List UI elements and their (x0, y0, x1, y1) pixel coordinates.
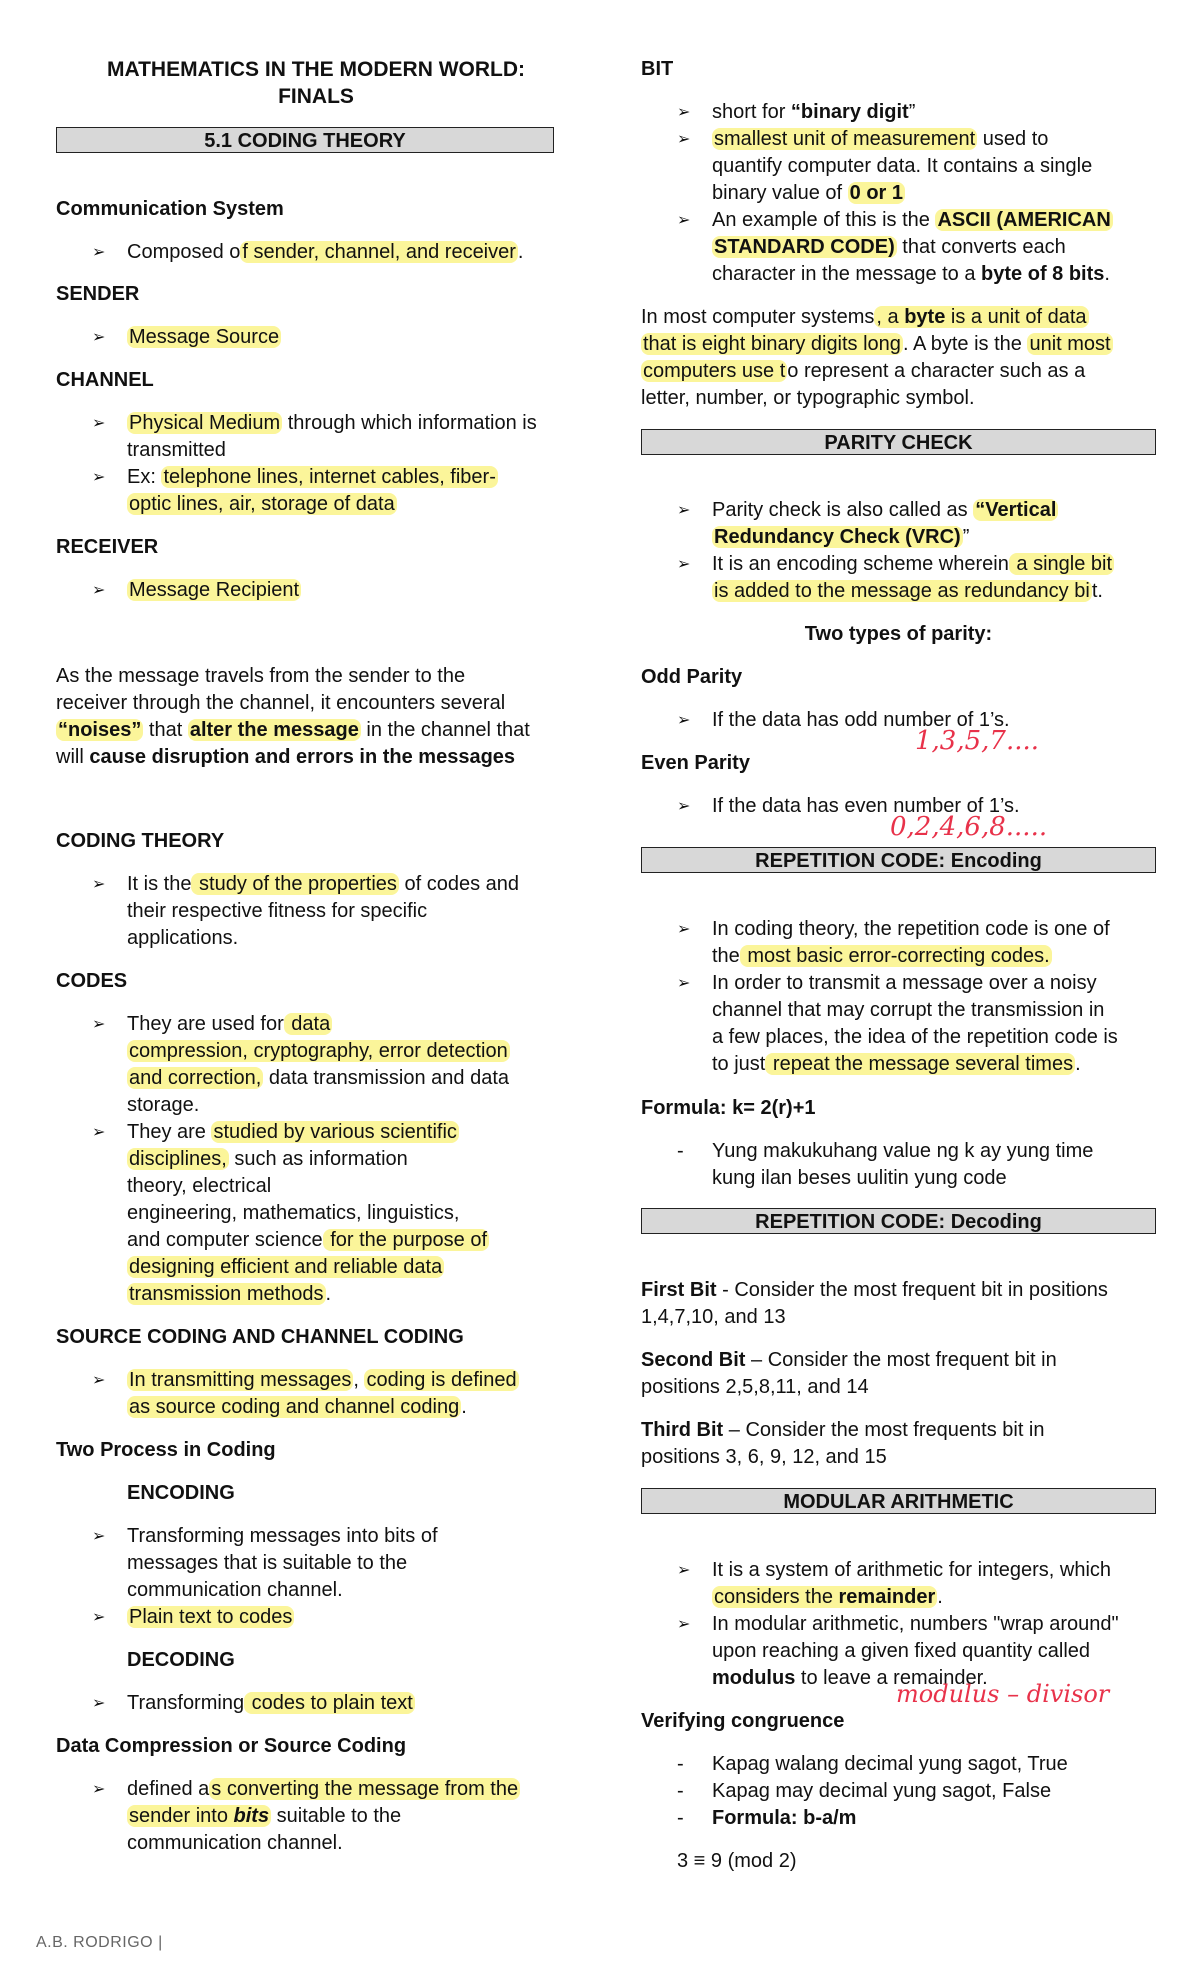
section-header-coding-theory: 5.1 CODING THEORY (56, 127, 554, 153)
scc-bullet-1-line-2: as source coding and channel coding . (129, 1396, 467, 1418)
enc-bullet-1-line-3: communication channel. (127, 1579, 343, 1601)
heading-communication-system: Communication System (56, 198, 284, 220)
mod-bullet-2-line-2: upon reaching a given fixed quantity called (712, 1640, 1091, 1662)
heading-codes: CODES (56, 970, 128, 992)
bullet-icon: ➢ (92, 244, 106, 261)
highlight: f sender, channel, and receiver (242, 241, 516, 263)
highlight: that is eight binary digits long (643, 333, 901, 355)
highlight: smallest unit of measurement (714, 128, 976, 150)
bullet-icon: ➢ (677, 921, 691, 938)
bit-bullet-2: smallest unit of measurement used to (714, 128, 1049, 150)
bullet-icon: ➢ (92, 582, 106, 599)
bullet-icon: ➢ (677, 556, 691, 573)
bullet-icon: ➢ (92, 1372, 106, 1389)
highlight: studied by various scientific (213, 1121, 457, 1143)
codes-bullet-2-line-2: disciplines, such as information (129, 1148, 408, 1170)
rep-dash-line-1: Yung makukuhang value ng k ay yung time (712, 1140, 1094, 1162)
highlight: considers the remainder (714, 1586, 936, 1608)
highlight: is added to the message as redundancy bi (714, 580, 1090, 602)
highlight: telephone lines, internet cables, fiber- (163, 466, 496, 488)
highlight: unit most (1029, 333, 1111, 355)
odd-parity-bullet: If the data has odd number of 1’s. (712, 709, 1010, 731)
ct-bullet-1-line-2: their respective fitness for specific (127, 900, 428, 922)
bullet-icon: ➢ (92, 1695, 106, 1712)
highlight: for the purpose of (324, 1229, 487, 1251)
highlight: coding is defined (366, 1369, 517, 1391)
heading-odd-parity: Odd Parity (641, 666, 743, 688)
parity-bullet-1: Parity check is also called as “Vertical (712, 499, 1057, 521)
rep-bullet-2-line-2: channel that may corrupt the transmission in (712, 999, 1105, 1021)
vc-dash-3: Formula: b-a/m (712, 1807, 857, 1829)
highlight: compression, cryptography, error detection (129, 1040, 508, 1062)
bullet-icon: ➢ (677, 1616, 691, 1633)
dcsc-bullet-1: defined a s converting the message from the (127, 1778, 519, 1800)
dcsc-bullet-1-line-2: sender into bits suitable to the (129, 1805, 402, 1827)
bullet-icon: ➢ (92, 1124, 106, 1141)
page-subtitle (56, 83, 576, 110)
highlight: In transmitting messages (129, 1369, 352, 1391)
heading-coding-theory: CODING THEORY (56, 830, 225, 852)
rep-bullet-2-line-3: a few places, the idea of the repetition code is (712, 1026, 1118, 1048)
mod-bullet-1: It is a system of arithmetic for integers, which (712, 1559, 1112, 1581)
highlight: as source coding and channel coding (129, 1396, 460, 1418)
scc-bullet-1: In transmitting messages , coding is defined (129, 1369, 517, 1391)
parity-bullet-2-line-2: is added to the message as redundancy bi t. (714, 580, 1103, 602)
bit-bullet-3: An example of this is the ASCII (AMERICAN (712, 209, 1111, 231)
highlight: and correction, (129, 1067, 262, 1089)
highlight: designing efficient and reliable data (129, 1256, 443, 1278)
dash-icon: - (677, 1780, 684, 1802)
highlight: Plain text to codes (129, 1606, 293, 1628)
rep-bullet-2-line-4: to just repeat the message several times . (712, 1053, 1081, 1075)
rep-bullet-1: In coding theory, the repetition code is one of (712, 918, 1110, 940)
third-bit-line-2: positions 3, 6, 9, 12, and 15 (641, 1446, 887, 1468)
receiver-bullet-1 (127, 577, 301, 604)
noise-paragraph-line-3: “noises” that alter the message in the channel that (58, 719, 530, 741)
mod-bullet-1-line-2: considers the remainder . (714, 1586, 943, 1608)
ct-bullet-1: It is the study of the properties of codes and (127, 873, 520, 895)
codes-bullet-1: They are used for data (127, 1013, 331, 1035)
two-types-of-parity: Two types of parity: (804, 623, 993, 645)
bullet-icon: ➢ (92, 415, 106, 432)
dash-icon: - (677, 1807, 684, 1829)
highlight: study of the properties (193, 873, 397, 895)
channel-bullet-1-line-2: transmitted (127, 439, 226, 461)
rep-bullet-2: In order to transmit a message over a noisy (712, 972, 1097, 994)
highlight: transmission methods (129, 1283, 324, 1305)
enc-bullet-1-line-2: messages that is suitable to the (127, 1552, 408, 1574)
highlight: Message Recipient (129, 579, 300, 601)
bit-bullet-1: short for “binary digit” (712, 101, 916, 123)
dec-bullet-1: Transforming codes to plain text (127, 1692, 413, 1714)
parity-bullet-2: It is an encoding scheme wherein a single bit (712, 553, 1113, 575)
congruence-example: 3 ≡ 9 (mod 2) (677, 1850, 797, 1872)
highlight: repeat the message several times (767, 1053, 1074, 1075)
title-line-2: FINALS (278, 85, 354, 108)
footer-author: A.B. RODRIGO | (36, 1934, 163, 1951)
enc-bullet-1: Transforming messages into bits of (127, 1525, 438, 1547)
second-bit-line-1: Second Bit – Consider the most frequent bit in (641, 1349, 1057, 1371)
heading-bit: BIT (641, 58, 674, 80)
bullet-icon: ➢ (677, 131, 691, 148)
bullet-icon: ➢ (92, 1609, 106, 1626)
codes-bullet-2-line-5: and computer science for the purpose of (127, 1229, 487, 1251)
rep-bullet-1-line-2: the most basic error-correcting codes. (712, 945, 1050, 967)
codes-bullet-2-line-3: theory, electrical (127, 1175, 272, 1197)
formula-k: Formula: k= 2(r)+1 (641, 1097, 816, 1119)
heading-sender: SENDER (56, 283, 140, 305)
section-header-modular-arithmetic: MODULAR ARITHMETIC (641, 1488, 1156, 1514)
highlight: data (285, 1013, 331, 1035)
comm-bullet-1: Composed o f sender, channel, and receiver . (127, 241, 524, 263)
highlight: Redundancy Check (VRC) (714, 526, 961, 548)
channel-bullet-2: Ex: telephone lines, internet cables, fiber- (127, 466, 496, 488)
noise-paragraph-line-4: will cause disruption and errors in the messages (56, 746, 516, 768)
bit-bullet-3-line-3: character in the message to a byte of 8 bits. (712, 263, 1110, 285)
heading-verifying-congruence: Verifying congruence (641, 1710, 845, 1732)
byte-paragraph-line-3: computers use t o represent a character such as a (643, 360, 1086, 382)
title-line-1: MATHEMATICS IN THE MODERN WORLD: (106, 58, 525, 81)
heading-channel: CHANNEL (56, 369, 154, 391)
codes-bullet-2-line-7: transmission methods . (129, 1283, 332, 1305)
vc-dash-2: Kapag may decimal yung sagot, False (712, 1780, 1052, 1802)
section-header-repetition-decoding: REPETITION CODE: Decoding (641, 1208, 1156, 1234)
channel-bullet-1: Physical Medium through which information is (129, 412, 537, 434)
bullet-icon: ➢ (677, 104, 691, 121)
heading-source-channel-coding: SOURCE CODING AND CHANNEL CODING (56, 1326, 464, 1348)
page-title (56, 56, 576, 83)
bullet-icon: ➢ (677, 975, 691, 992)
highlight: sender into bits (129, 1805, 270, 1827)
codes-bullet-1-line-3: and correction, data transmission and data (129, 1067, 509, 1089)
ct-bullet-1-line-3: applications. (127, 927, 239, 949)
highlight: s converting the message from the (211, 1778, 519, 1800)
third-bit-line-1: Third Bit – Consider the most frequents bit in (641, 1419, 1045, 1441)
codes-bullet-2: They are studied by various scientific (127, 1121, 457, 1143)
highlight: STANDARD CODE) (714, 236, 895, 258)
vc-dash-1: Kapag walang decimal yung sagot, True (712, 1753, 1068, 1775)
highlight: most basic error-correcting codes. (741, 945, 1050, 967)
dcsc-bullet-1-line-3: communication channel. (127, 1832, 343, 1854)
noise-paragraph-line-1: As the message travels from the sender to the (56, 665, 466, 687)
bullet-icon: ➢ (92, 876, 106, 893)
second-bit-line-2: positions 2,5,8,11, and 14 (641, 1376, 869, 1398)
handwritten-even-numbers: 0,2,4,6,8..... (890, 812, 1048, 842)
heading-data-compression: Data Compression or Source Coding (56, 1735, 407, 1757)
bullet-icon: ➢ (677, 502, 691, 519)
bullet-icon: ➢ (92, 329, 106, 346)
byte-paragraph-line-2: that is eight binary digits long . A byte is the unit most (643, 333, 1111, 355)
bullet-icon: ➢ (677, 212, 691, 229)
bullet-icon: ➢ (677, 1562, 691, 1579)
highlight: , a byte is a unit of data (876, 306, 1087, 328)
bullet-icon: ➢ (92, 1781, 106, 1798)
highlight: optic lines, air, storage of data (129, 493, 395, 515)
highlight: 0 or 1 (849, 182, 903, 204)
bullet-icon: ➢ (92, 1016, 106, 1033)
highlight: “Vertical (975, 499, 1057, 521)
codes-bullet-1-line-4: storage. (127, 1094, 200, 1116)
bit-bullet-2-line-2: quantify computer data. It contains a single (712, 155, 1093, 177)
handwritten-odd-numbers: 1,3,5,7.... (915, 726, 1040, 756)
highlight: disciplines, (129, 1148, 227, 1170)
highlight: a single bit (1010, 553, 1113, 575)
highlight: “noises” (58, 719, 142, 741)
channel-bullet-2-line-2 (127, 491, 397, 518)
rep-dash-line-2: kung ilan beses uulitin yung code (712, 1167, 1007, 1189)
highlight: Message Source (129, 326, 280, 348)
codes-bullet-2-line-6 (127, 1254, 444, 1281)
highlight: ASCII (AMERICAN (937, 209, 1111, 231)
bit-bullet-3-line-2: STANDARD CODE) that converts each (714, 236, 1066, 258)
section-header-parity-check: PARITY CHECK (641, 429, 1156, 455)
mod-bullet-2: In modular arithmetic, numbers "wrap around" (712, 1613, 1119, 1635)
highlight: Physical Medium (129, 412, 281, 434)
dash-icon: - (677, 1753, 684, 1775)
parity-bullet-1-line-2: Redundancy Check (VRC) ” (714, 526, 970, 548)
mod-bullet-2-line-3: modulus to leave a remainder. (712, 1667, 988, 1689)
heading-decoding: DECODING (127, 1649, 235, 1671)
highlight: computers use t (643, 360, 786, 382)
byte-paragraph-line-1: In most computer systems , a byte is a unit of data (641, 306, 1087, 328)
codes-bullet-2-line-4: engineering, mathematics, linguistics, (127, 1202, 460, 1224)
section-header-repetition-encoding: REPETITION CODE: Encoding (641, 847, 1156, 873)
bullet-icon: ➢ (677, 798, 691, 815)
highlight: alter the message (189, 719, 359, 741)
bullet-icon: ➢ (677, 712, 691, 729)
highlight: codes to plain text (246, 1692, 413, 1714)
bit-bullet-2-line-3: binary value of 0 or 1 (712, 182, 903, 204)
heading-receiver: RECEIVER (56, 536, 159, 558)
noise-paragraph-line-2: receiver through the channel, it encounters several (56, 692, 506, 714)
first-bit-line-1: First Bit - Consider the most frequent bit in positions (641, 1279, 1108, 1301)
dash-icon: - (677, 1140, 684, 1162)
bullet-icon: ➢ (92, 469, 106, 486)
enc-bullet-2 (127, 1604, 294, 1631)
bullet-icon: ➢ (92, 1528, 106, 1545)
codes-bullet-1-line-2 (127, 1038, 510, 1065)
heading-two-process: Two Process in Coding (56, 1439, 276, 1461)
heading-encoding: ENCODING (127, 1482, 235, 1504)
first-bit-line-2: 1,4,7,10, and 13 (641, 1306, 786, 1328)
sender-bullet-1 (127, 324, 281, 351)
byte-paragraph-line-4: letter, number, or typographic symbol. (641, 387, 975, 409)
handwritten-modulus-note: modulus – divisor (896, 1680, 1110, 1708)
even-parity-bullet: If the data has even number of 1’s. (712, 795, 1020, 817)
heading-even-parity: Even Parity (641, 752, 750, 774)
